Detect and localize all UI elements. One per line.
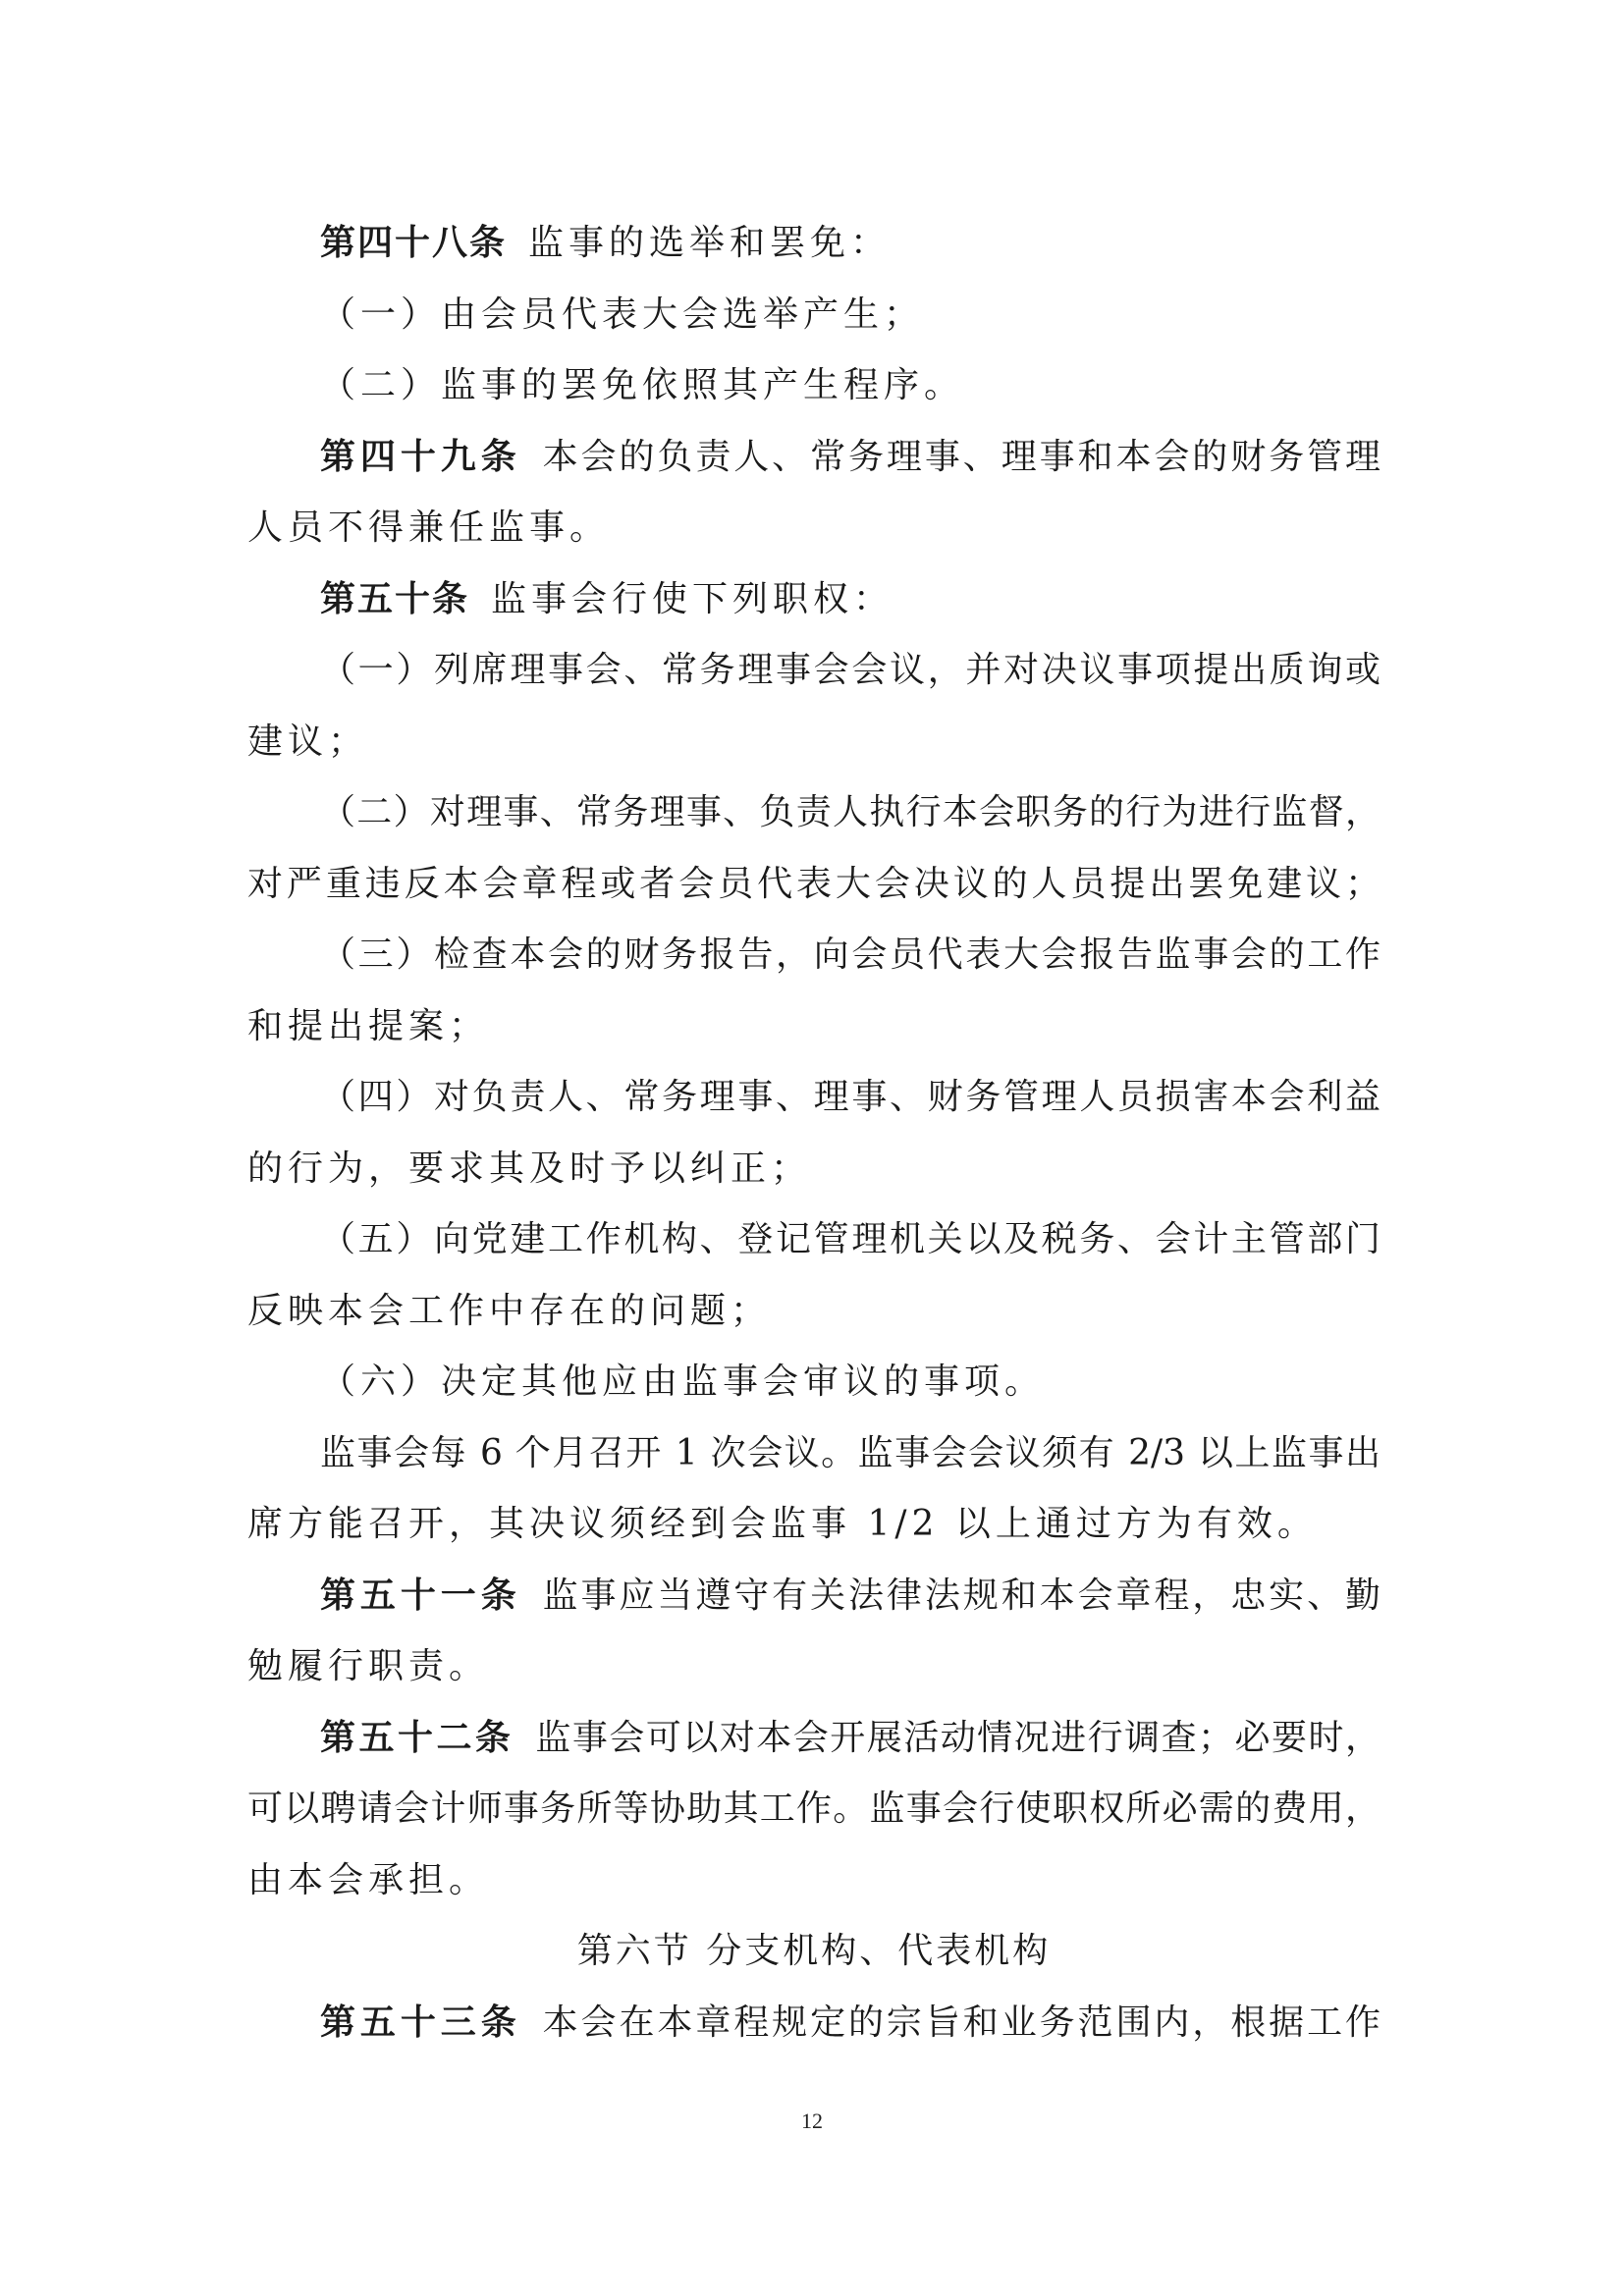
article-50-item-5: （五）向党建工作机构、登记管理机关以及税务、会计主管部门 [320,1219,1380,1259]
meeting-rule-continuation: 席方能召开，其决议须经到会监事 1/2 以上通过方为有效。 [247,1504,1318,1544]
article-52-label: 第五十二条 [320,1717,514,1758]
article-50-item-1-continuation: 建议； [247,721,369,762]
section-heading: 第六节 分支机构、代表机构 [576,1931,1052,1971]
article-51-label: 第五十一条 [320,1575,521,1616]
article-52-continuation-2: 由本会承担。 [247,1859,490,1900]
article-48-text: 监事的选举和罢免： [528,223,892,263]
article-50-item-6: （六）决定其他应由监事会审议的事项。 [320,1362,1046,1402]
page-number: 12 [801,2109,823,2133]
article-51-text: 监事应当遵守有关法律法规和本会章程，忠实、勤 [542,1575,1380,1616]
article-49-continuation: 人员不得兼任监事。 [247,507,611,548]
article-53-line [247,1988,1380,2059]
article-48-item-2: （二）监事的罢免依照其产生程序。 [320,365,965,405]
article-49-label: 第四十九条 [320,436,521,477]
article-52-text: 监事会可以对本会开展活动情况进行调查；必要时， [535,1717,1380,1758]
article-48-label: 第四十八条 [320,223,508,263]
article-49-line [247,422,1380,494]
article-48-line [247,208,1380,280]
article-51-continuation: 勉履行职责。 [247,1646,490,1686]
document-body [247,208,1380,2058]
article-50-item-3: （三）检查本会的财务报告，向会员代表大会报告监事会的工作 [320,934,1380,975]
article-50-item-3-continuation: 和提出提案； [247,1005,490,1046]
article-50-item-5-continuation: 反映本会工作中存在的问题； [247,1290,772,1331]
article-53-text: 本会在本章程规定的宗旨和业务范围内，根据工作 [542,2002,1380,2043]
article-50-item-4: （四）对负责人、常务理事、理事、财务管理人员损害本会利益 [320,1077,1380,1117]
article-50-label: 第五十条 [320,578,470,619]
article-50-item-4-continuation: 的行为，要求其及时予以纠正； [247,1148,812,1189]
article-50-line [247,564,1380,636]
article-50-item-1: （一）列席理事会、常务理事会会议，并对决议事项提出质询或 [320,650,1380,690]
article-52-continuation-1: 可以聘请会计师事务所等协助其工作。监事会行使职权所必需的费用， [247,1789,1380,1829]
article-52-line [247,1703,1380,1775]
meeting-rule-line: 监事会每 6 个月召开 1 次会议。监事会会议须有 2/3 以上监事出 [320,1432,1380,1473]
article-50-item-2: （二）对理事、常务理事、负责人执行本会职务的行为进行监督， [320,792,1380,832]
article-49-text: 本会的负责人、常务理事、理事和本会的财务管理 [542,436,1380,477]
article-53-label: 第五十三条 [320,2002,521,2043]
article-51-line [247,1561,1380,1632]
article-48-item-1: （一）由会员代表大会选举产生； [320,294,925,335]
article-50-text: 监事会行使下列职权： [491,578,894,619]
article-50-item-2-continuation: 对严重违反本会章程或者会员代表大会决议的人员提出罢免建议； [247,863,1380,904]
